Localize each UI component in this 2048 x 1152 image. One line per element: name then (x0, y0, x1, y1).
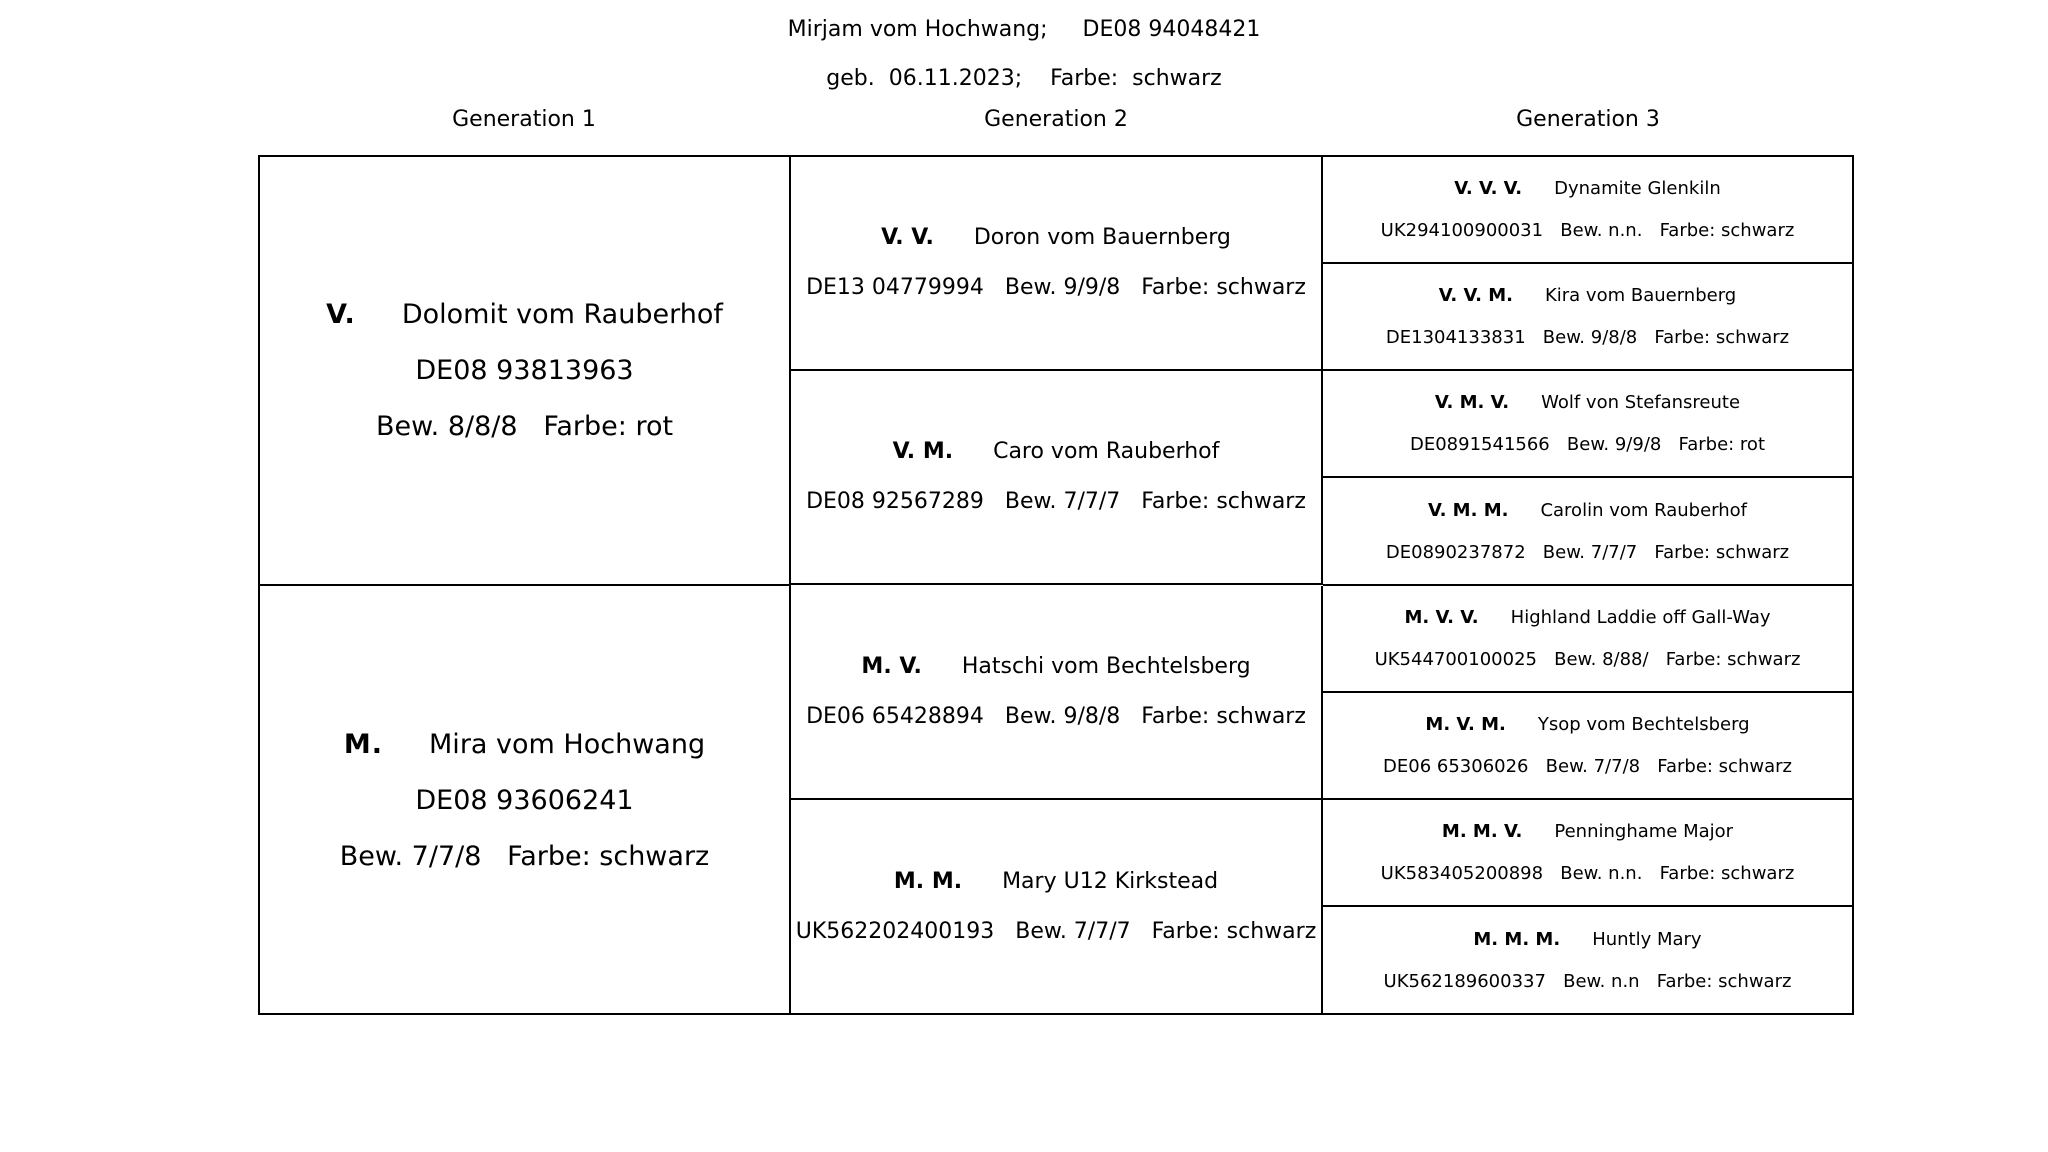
gen3-cell (1323, 800, 1852, 907)
ancestor-details: DE06 65428894 Bew. 9/8/8 Farbe: schwarz (806, 704, 1306, 729)
ancestor-details: UK544700100025 Bew. 8/88/ Farbe: schwarz (1374, 648, 1801, 670)
gen3-cell (1323, 479, 1852, 586)
ancestor-code: M. M. V. (1441, 820, 1523, 842)
ancestor-code: V. V. (881, 225, 934, 250)
ancestor-name: Dynamite Glenkiln (1554, 177, 1721, 199)
ancestor-details: UK562202400193 Bew. 7/7/7 Farbe: schwarz (795, 919, 1317, 944)
gen3-name-line (1473, 919, 1701, 961)
ancestor-details: UK294100900031 Bew. n.n. Farbe: schwarz (1380, 219, 1795, 241)
gen2-name-line (893, 427, 1220, 477)
gen2-name-line (894, 857, 1218, 907)
ancestor-code: M. V. V. (1404, 606, 1479, 628)
dam-code: M. (343, 728, 384, 760)
ancestor-name: Kira vom Bauernberg (1544, 284, 1737, 306)
dam-registration: DE08 93606241 (415, 784, 634, 816)
gen3-name-line (1454, 168, 1721, 210)
dam-name: Mira vom Hochwang (429, 728, 706, 760)
page-title: Mirjam vom Hochwang; DE08 94048421 (787, 17, 1261, 42)
ancestor-code: V. M. V. (1434, 391, 1510, 413)
gen2-cell (791, 371, 1323, 585)
gen2-name-line (861, 642, 1250, 692)
dam-name-line (344, 717, 705, 773)
birth-color-line: geb. 06.11.2023; Farbe: schwarz (826, 66, 1222, 91)
gen3-cell (1323, 693, 1852, 800)
ancestor-name: Huntly Mary (1592, 928, 1702, 950)
ancestor-code: M. V. M. (1425, 713, 1506, 735)
ancestor-details: DE08 92567289 Bew. 7/7/7 Farbe: schwarz (806, 489, 1306, 514)
gen2-cell (791, 586, 1323, 800)
gen3-name-line (1439, 275, 1736, 317)
gen3-cell (1323, 586, 1852, 693)
ancestor-name: Wolf von Stefansreute (1541, 391, 1741, 413)
ancestor-code: M. M. (893, 869, 963, 894)
sire-registration: DE08 93813963 (415, 354, 634, 386)
dam-cell (260, 586, 791, 1015)
generation-3-header: Generation 3 (1516, 107, 1660, 132)
ancestor-details: DE0890237872 Bew. 7/7/7 Farbe: schwarz (1385, 541, 1790, 563)
gen3-name-line (1435, 382, 1740, 424)
sire-code: V. (326, 298, 356, 330)
ancestor-details: UK562189600337 Bew. n.n Farbe: schwarz (1383, 970, 1792, 992)
ancestor-details: DE13 04779994 Bew. 9/9/8 Farbe: schwarz (806, 275, 1306, 300)
gen3-cell (1323, 157, 1852, 264)
ancestor-code: V. V. M. (1438, 284, 1513, 306)
gen2-name-line (881, 213, 1231, 263)
ancestor-name: Ysop vom Bechtelsberg (1537, 713, 1750, 735)
gen3-cell (1323, 371, 1852, 478)
ancestor-name: Penninghame Major (1554, 820, 1734, 842)
gen3-name-line (1428, 490, 1747, 532)
ancestor-details: UK583405200898 Bew. n.n. Farbe: schwarz (1380, 862, 1795, 884)
sire-name-line (326, 287, 723, 343)
ancestor-code: V. M. M. (1427, 499, 1509, 521)
ancestor-details: DE06 65306026 Bew. 7/7/8 Farbe: schwarz (1383, 755, 1792, 777)
ancestor-details: DE1304133831 Bew. 9/8/8 Farbe: schwarz (1385, 326, 1790, 348)
ancestor-code: M. V. (861, 654, 922, 679)
gen3-cell (1323, 907, 1852, 1014)
ancestor-details: DE0891541566 Bew. 9/9/8 Farbe: rot (1410, 433, 1765, 455)
gen3-name-line (1404, 597, 1770, 639)
ancestor-code: M. M. M. (1473, 928, 1561, 950)
pedigree-table (258, 155, 1854, 1015)
sire-details: Bew. 8/8/8 Farbe: rot (375, 410, 674, 442)
gen3-name-line (1425, 704, 1749, 746)
sire-cell (260, 157, 791, 586)
ancestor-name: Doron vom Bauernberg (973, 225, 1231, 250)
sire-name: Dolomit vom Rauberhof (401, 298, 723, 330)
gen3-name-line (1442, 811, 1733, 853)
ancestor-name: Mary U12 Kirkstead (1002, 869, 1219, 894)
dam-details: Bew. 7/7/8 Farbe: schwarz (339, 840, 710, 872)
ancestor-code: V. M. (892, 439, 954, 464)
ancestor-name: Caro vom Rauberhof (993, 439, 1220, 464)
gen2-cell (791, 800, 1323, 1014)
ancestor-name: Carolin vom Rauberhof (1540, 499, 1748, 521)
gen2-cell (791, 157, 1323, 371)
generation-1-header: Generation 1 (452, 107, 596, 132)
generation-2-header: Generation 2 (984, 107, 1128, 132)
ancestor-code: V. V. V. (1454, 177, 1523, 199)
ancestor-name: Highland Laddie off Gall-Way (1510, 606, 1771, 628)
ancestor-name: Hatschi vom Bechtelsberg (961, 654, 1251, 679)
gen3-cell (1323, 264, 1852, 371)
